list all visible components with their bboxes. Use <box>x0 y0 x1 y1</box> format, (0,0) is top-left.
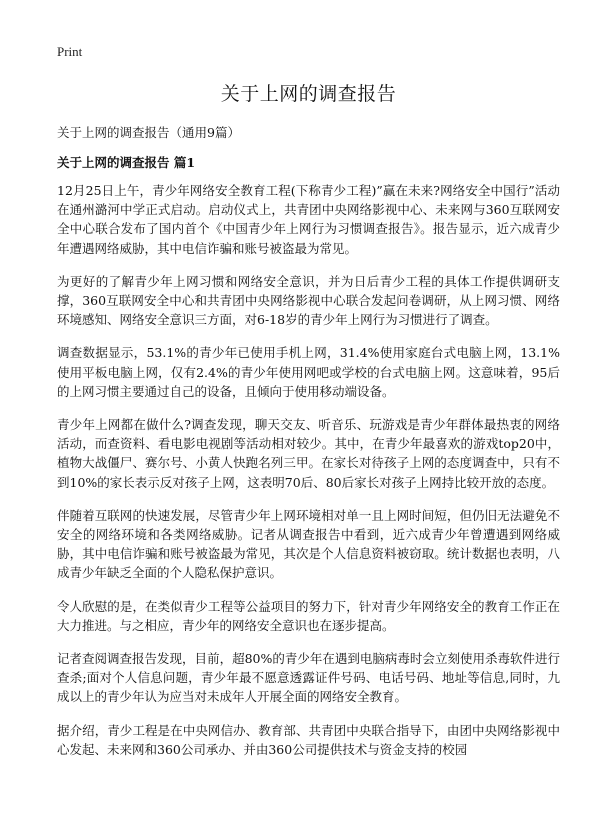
document-subtitle: 关于上网的调查报告（通用9篇） <box>57 125 240 140</box>
paragraph-5: 伴随着互联网的快速发展，尽管青少年上网环境相对单一且上网时间短，但仍旧无法避免不安全的网络环境和各类网络威胁。记者从调查报告中看到，近六成青少年曾遭遇到网络威胁，其中电信诈骗和账号被盗最为常见，其次是个人信息资料被窃取。统计数据也表明，八成青少年缺乏全面的个人隐私保护意识。 <box>57 507 560 581</box>
paragraph-2: 为更好的了解青少年上网习惯和网络安全意识，并为日后青少工程的具体工作提供调研支撑，360互联网安全中心和共青团中央网络影视中心联合发起问卷调研，从上网习惯、网络环境感知、网络安全意识三方面，对6-18岁的青少年上网行为习惯进行了调查。 <box>57 273 560 328</box>
paragraph-6: 令人欣慰的是，在类似青少工程等公益项目的努力下，针对青少年网络安全的教育工作正在大力推进。与之相应，青少年的网络安全意识也在逐步提高。 <box>57 598 560 633</box>
paragraph-4: 青少年上网都在做什么?调查发现，聊天交友、听音乐、玩游戏是青少年群体最热衷的网络活动，而查资料、看电影电视剧等活动相对较少。其中，在青少年最喜欢的游戏top20中，植物大战僵尸、赛尔号、小黄人快跑名列三甲。在家长对待孩子上网的态度调查中，只有不到10%的家长表示反对孩子上网，这表明70后、80后家长对孩子上网持比较开放的态度。 <box>57 417 560 490</box>
print-link[interactable]: Print <box>57 44 83 59</box>
paragraph-8: 据介绍，青少工程是在中央网信办、教育部、共青团中央联合指导下，由团中央网络影视中心发起、未来网和360公司承办、并由360公司提供技术与资金支持的校园 <box>57 722 560 757</box>
section-heading: 关于上网的调查报告 篇1 <box>57 155 196 170</box>
paragraph-3: 调查数据显示，53.1%的青少年已使用手机上网，31.4%使用家庭台式电脑上网，13.1%使用平板电脑上网，仅有2.4%的青少年使用网吧或学校的台式电脑上网。这意味着，95后的上网习惯主要通过自己的设备，且倾向于使用移动端设备。 <box>57 345 560 399</box>
paragraph-7: 记者查阅调查报告发现，目前，超80%的青少年在遇到电脑病毒时会立刻使用杀毒软件进行查杀;面对个人信息问题，青少年最不愿意透露证件号码、电话号码、地址等信息,同时，九成以上的青少年认为应当对未成年人开展全面的网络安全教育。 <box>57 651 560 705</box>
page-title: 关于上网的调查报告 <box>220 83 397 105</box>
paragraph-1: 12月25日上午，青少年网络安全教育工程(下称青少工程)”赢在未来?网络安全中国行”活动在通州潞河中学正式启动。启动仪式上，共青团中央网络影视中心、未来网与360互联网安全中心联合发布了国内首个《中国青少年上网行为习惯调查报告》。报告显示，近六成青少年遭遇网络威胁，其中电信诈骗和账号被盗最为常见。 <box>57 183 560 256</box>
